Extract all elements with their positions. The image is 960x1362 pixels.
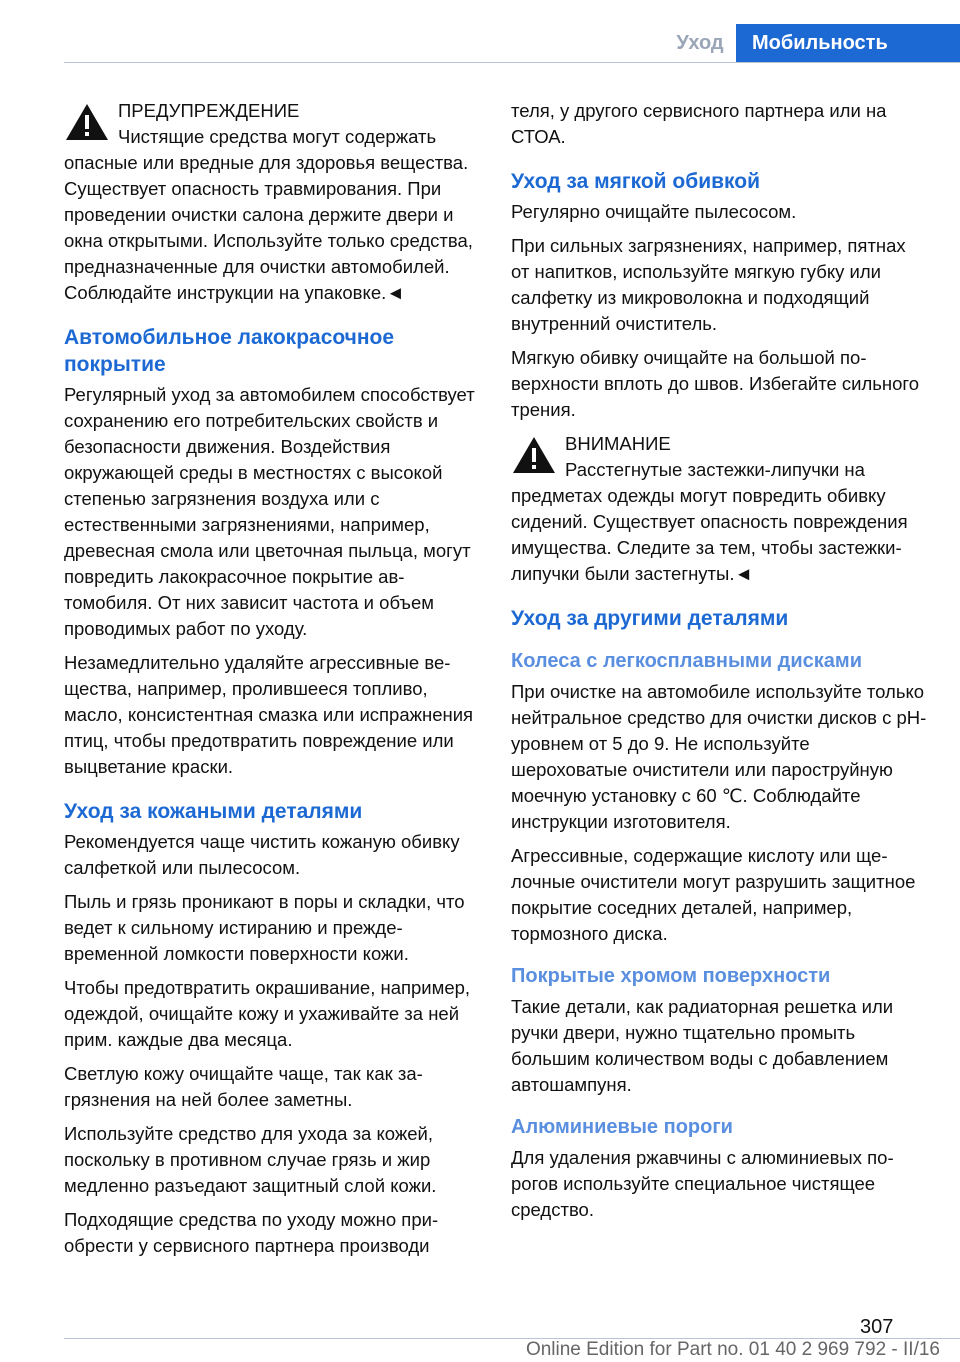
heading-alloy-wheels: Колеса с легкосплавными дисками: [511, 650, 863, 672]
heading-chrome-surfaces: Покрытые хромом поверхности: [511, 965, 831, 987]
paragraph: Подходящие средства по уходу можно приобрести у сервисного партнера производи: [64, 1209, 439, 1256]
paragraph: При очистке на автомобиле используйте только нейтральное средство для очистки дисков с pH-уровнем от 5 до 9. Не используйте шероховатые очистители или пароструйную моечную установку с 60 ℃. Соблюдайте инструкции изготовителя.: [511, 681, 927, 832]
warning-triangle-icon: [64, 102, 110, 142]
paragraph: теля, у другого сервисного партнера или на СТОА.: [511, 100, 887, 147]
left-column: [64, 98, 482, 1267]
paragraph: Агрессивные, содержащие кислоту или щелочные очистители могут разрушить защитное покрытие соседних деталей, например, тормозного диска.: [511, 845, 916, 944]
warning-box: [64, 98, 482, 306]
heading-leather: Уход за кожаными деталями: [64, 800, 363, 823]
heading-soft-upholstery: Уход за мягкой обивкой: [511, 170, 761, 193]
right-column: [511, 98, 929, 1231]
paragraph: При сильных загрязнениях, например, пятнах от напитков, используйте мягкую губку или салфетку из микроволокна и подходящий внутренний очиститель.: [511, 235, 906, 334]
caution-text: Расстегнутые застежки-липучки на предметах одежды могут повредить обивку сидений. Существует опасность повреждения имущества. Следите за тем, чтобы застежки-липучки были застегнуты.◄: [511, 459, 908, 584]
warning-text: Чистящие средства могут содержать опасные или вредные для здоровья вещества. Существует опасность травмирования. При проведении очистки салона держите двери и окна открытыми. Используйте только средства, предназначенные для очистки автомобилей. Соблюдайте инструкции на упаковке.◄: [64, 126, 473, 303]
paragraph: Для удаления ржавчины с алюминиевых порогов используйте специальное чистящее средство.: [511, 1147, 894, 1220]
footer-edition: Online Edition for Part no. 01 40 2 969 792 - II/16: [525, 1339, 940, 1360]
paragraph: Регулярный уход за автомобилем способствует сохранению его потребительских свойств и безопасности движения. Воздействия окружающей среды в местностях с высокой степенью загрязнения воздуха или с естественными загрязнениями, например, древесная смола или цветочная пыльца, могут повредить лакокрасочное покрытие автомобиля. От них зависит частота и объем проводимых работ по уходу.: [64, 384, 475, 639]
heading-aluminium-sills: Алюминиевые пороги: [511, 1116, 733, 1138]
section-tab[interactable]: Уход: [676, 32, 724, 54]
header-divider: [64, 62, 960, 63]
paragraph: Незамедлительно удаляйте агрессивные вещества, например, пролившееся топливо, масло, консистентная смазка или испражнения птиц, чтобы предотвратить повреждение или выцветание краски.: [64, 652, 474, 777]
warning-triangle-icon: [511, 435, 557, 475]
paragraph: Пыль и грязь проникают в поры и складки, что ведет к сильному истиранию и преждевременной ломкости поверхности кожи.: [64, 891, 465, 964]
page-number: 307: [860, 1316, 894, 1338]
warning-title: ПРЕДУПРЕЖДЕНИЕ: [118, 100, 300, 121]
paragraph: Мягкую обивку очищайте на большой поверхности вплоть до швов. Избегайте сильного трения.: [511, 347, 920, 420]
heading-other-parts: Уход за другими деталями: [511, 607, 789, 630]
heading-paint: Автомобильное лакокрасочное покрытие: [64, 326, 395, 376]
paragraph: Используйте средство для ухода за кожей, поскольку в противном случае грязь и жир медленно разъедают защитный слой кожи.: [64, 1123, 437, 1196]
caution-title: ВНИМАНИЕ: [565, 433, 671, 454]
chapter-tab[interactable]: Мобильность: [736, 24, 960, 62]
paragraph: Светлую кожу очищайте чаще, так как загрязнения на ней более заметны.: [64, 1063, 423, 1110]
page-header: [0, 0, 960, 62]
paragraph: Чтобы предотвратить окрашивание, например, одеждой, очищайте кожу и ухаживайте за ней прим. каждые два месяца.: [64, 977, 471, 1050]
paragraph: Регулярно очищайте пылесосом.: [511, 201, 797, 222]
caution-box: [511, 431, 929, 587]
paragraph: Такие детали, как радиаторная решетка или ручки двери, нужно тщательно промыть большим количеством воды с добавлением автошампуня.: [511, 996, 894, 1095]
paragraph: Рекомендуется чаще чистить кожаную обивку салфеткой или пылесосом.: [64, 831, 460, 878]
